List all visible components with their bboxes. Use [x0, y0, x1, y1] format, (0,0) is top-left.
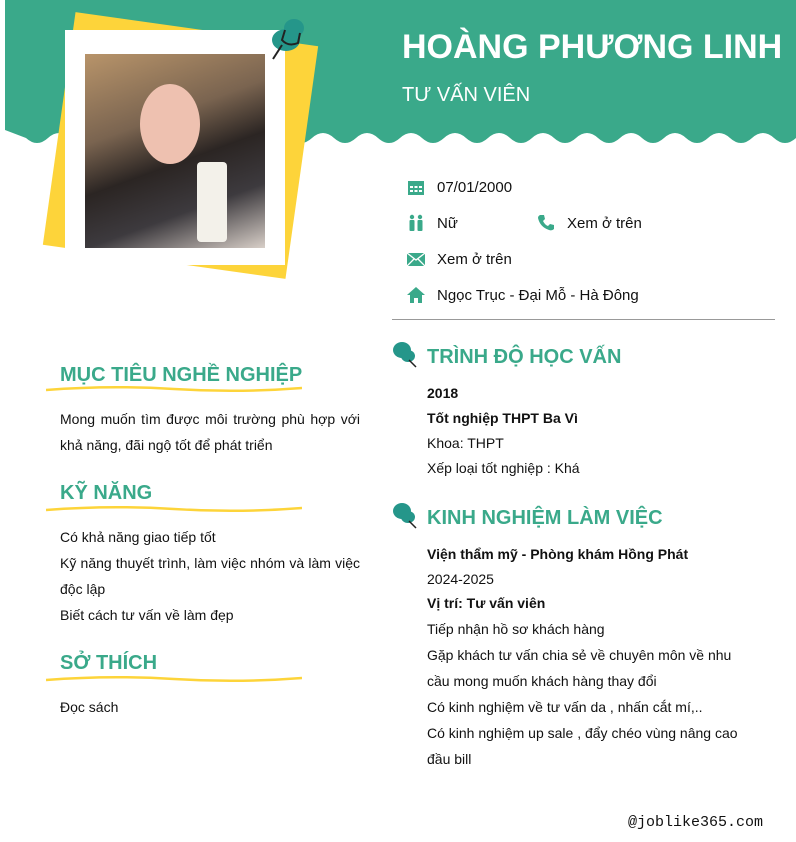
pushpin-icon	[268, 15, 308, 63]
objective-text: Mong muốn tìm được môi trường phù hợp với khả năng, đãi ngộ tốt để phát triển	[60, 411, 360, 453]
skills-list	[60, 524, 360, 628]
experience-duty: Gặp khách tư vấn chia sẻ về chuyên môn về nhu cầu mong muốn khách hàng thay đổi	[427, 647, 732, 689]
experience-position: Vị trí: Tư vấn viên	[427, 595, 546, 611]
skill-item: Kỹ năng thuyết trình, làm việc nhóm và làm việc độc lập	[60, 555, 360, 597]
email-row	[407, 250, 512, 268]
skill-item: Có khả năng giao tiếp tốt	[60, 529, 216, 545]
gender-row	[407, 214, 458, 232]
gender-value: Nữ	[437, 214, 458, 232]
job-title: TƯ VẤN VIÊN	[402, 84, 531, 106]
education-grade: Xếp loại tốt nghiệp : Khá	[427, 460, 580, 476]
hobbies-text: Đọc sách	[60, 699, 119, 715]
education-heading: TRÌNH ĐỘ HỌC VẤN	[427, 346, 622, 368]
education-details	[427, 381, 747, 481]
experience-details	[427, 542, 747, 772]
experience-duty: Tiếp nhận hồ sơ khách hàng	[427, 621, 605, 637]
pushpin-icon	[392, 340, 418, 368]
skills-heading: KỸ NĂNG	[60, 482, 153, 504]
home-icon	[407, 286, 425, 304]
wavy-underline	[46, 674, 302, 684]
skill-item: Biết cách tư vấn về làm đẹp	[60, 607, 234, 623]
education-school: Tốt nghiệp THPT Ba Vì	[427, 410, 578, 426]
education-year: 2018	[427, 385, 459, 401]
experience-duty: Có kinh nghiệm về tư vấn da , nhấn cắt mí,..	[427, 699, 703, 715]
pushpin-icon	[392, 501, 418, 529]
envelope-icon	[407, 250, 425, 268]
address-value: Ngọc Trục - Đại Mỗ - Hà Đông	[437, 286, 639, 304]
phone-icon	[537, 214, 555, 232]
hobbies-heading: SỞ THÍCH	[60, 652, 158, 674]
experience-duty: Có kinh nghiệm up sale , đẩy chéo vùng nâng cao đầu bill	[427, 725, 738, 767]
wavy-underline	[46, 504, 302, 514]
candidate-name: HOÀNG PHƯƠNG LINH	[402, 28, 783, 66]
dob-row	[407, 178, 512, 196]
address-row	[407, 286, 639, 304]
calendar-icon	[407, 178, 425, 196]
phone-value: Xem ở trên	[567, 214, 642, 232]
footer-watermark: @joblike365.com	[627, 814, 763, 831]
profile-photo	[85, 54, 265, 248]
email-value: Xem ở trên	[437, 250, 512, 268]
education-faculty: Khoa: THPT	[427, 435, 504, 451]
objective-heading: MỤC TIÊU NGHỀ NGHIỆP	[60, 364, 303, 386]
phone-row	[537, 214, 642, 232]
experience-period: 2024-2025	[427, 571, 494, 587]
dob-value: 07/01/2000	[437, 178, 513, 196]
wavy-underline	[46, 384, 302, 394]
gender-icon	[407, 214, 425, 232]
experience-heading: KINH NGHIỆM LÀM VIỆC	[427, 507, 663, 529]
divider	[392, 319, 775, 320]
experience-company: Viện thẩm mỹ - Phòng khám Hồng Phát	[427, 546, 689, 562]
